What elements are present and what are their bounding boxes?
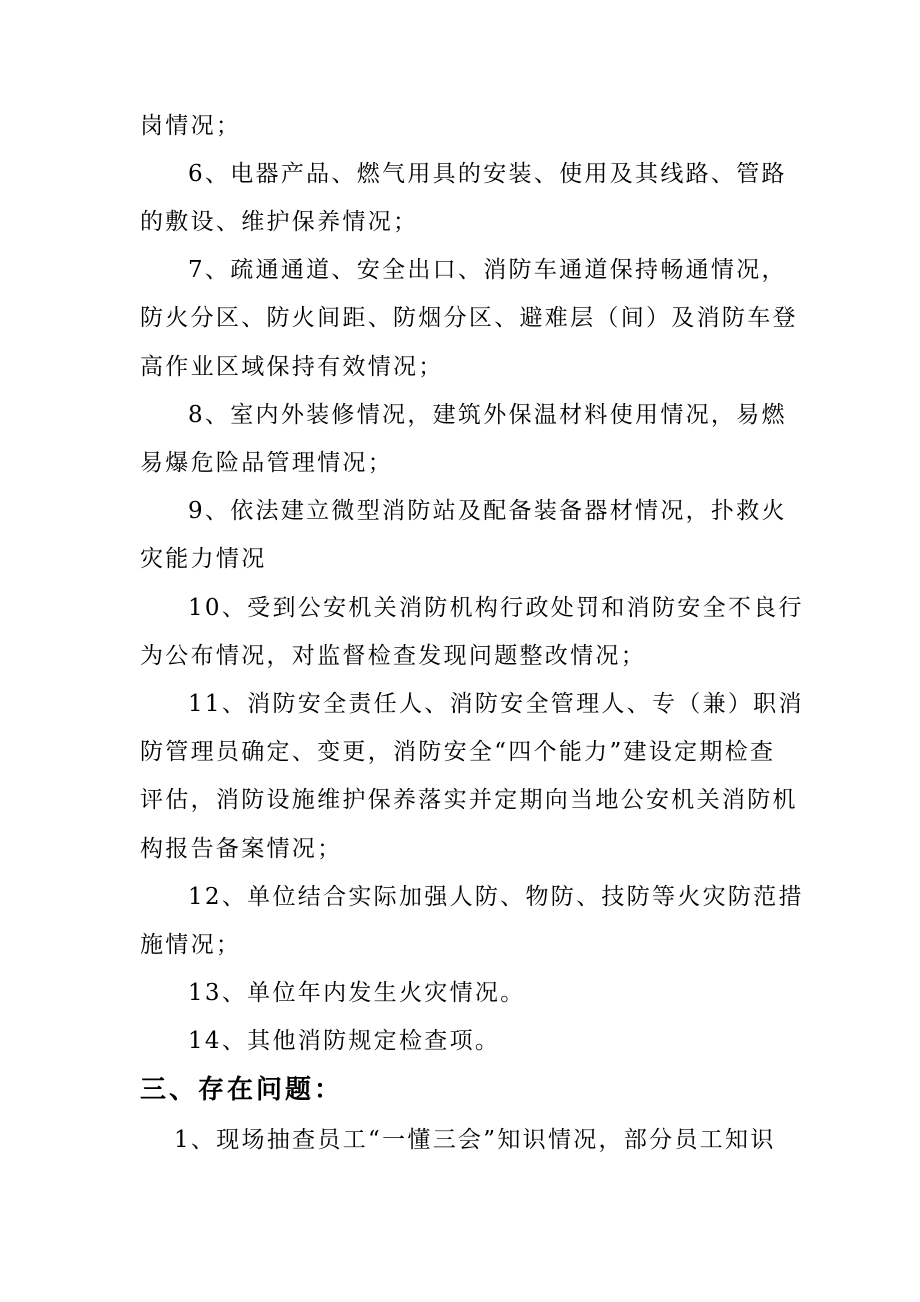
text-line: 评估，消防设施维护保养落实并定期向当地公安机关消防机: [140, 787, 798, 813]
text-line: 10、受到公安机关消防机构行政处罚和消防安全不良行: [188, 595, 804, 621]
text-line: 为公布情况，对监督检查发现问题整改情况；: [140, 643, 646, 669]
text-line: 14、其他消防规定检查项。: [188, 1028, 501, 1054]
text-line: 13、单位年内发生火灾情况。: [188, 980, 526, 1006]
text-line: 11、消防安全责任人、消防安全管理人、专（兼）职消: [188, 691, 804, 717]
problem-text-line: 1、现场抽查员工“一懂三会”知识情况，部分员工知识: [174, 1127, 776, 1153]
text-line: 构报告备案情况；: [140, 836, 343, 862]
text-line: 防火分区、防火间距、防烟分区、避难层（间）及消防车登: [140, 305, 798, 331]
text-line: 6、电器产品、燃气用具的安装、使用及其线路、管路: [188, 161, 787, 187]
text-line: 8、室内外装修情况，建筑外保温材料使用情况，易燃: [188, 402, 787, 428]
section-heading: 三、存在问题：: [140, 1075, 344, 1105]
text-line: 灾能力情况: [140, 546, 267, 572]
text-line: 高作业区域保持有效情况；: [140, 354, 444, 380]
text-line: 12、单位结合实际加强人防、物防、技防等火灾防范措: [188, 884, 804, 910]
text-line: 的敷设、维护保养情况；: [140, 209, 419, 235]
text-line: 7、疏通通道、安全出口、消防车通道保持畅通情况，: [188, 257, 787, 283]
text-line: 防管理员确定、变更，消防安全“四个能力”建设定期检查: [140, 739, 776, 765]
text-line: 岗情况；: [140, 113, 242, 139]
text-line: 施情况；: [140, 932, 242, 958]
text-line: 易爆危险品管理情况；: [140, 450, 393, 476]
text-line: 9、依法建立微型消防站及配备装备器材情况，扑救火: [188, 498, 787, 524]
